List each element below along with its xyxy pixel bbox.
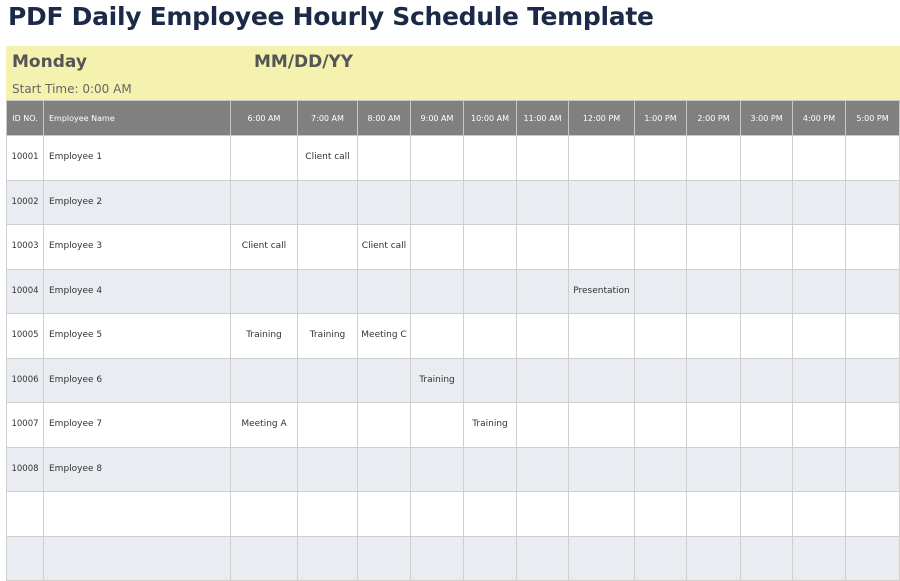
schedule-cell[interactable] (464, 180, 517, 225)
schedule-cell[interactable] (741, 136, 793, 181)
schedule-cell[interactable] (464, 225, 517, 270)
schedule-cell[interactable] (411, 225, 464, 270)
schedule-cell[interactable] (231, 358, 298, 403)
table-row (7, 403, 900, 448)
schedule-cell[interactable]: Meeting C (358, 314, 411, 359)
table-row (7, 492, 900, 537)
employee-name-cell[interactable]: Employee 1 (44, 136, 231, 181)
schedule-cell[interactable] (687, 225, 741, 270)
schedule-cell[interactable] (846, 180, 900, 225)
schedule-cell[interactable] (846, 269, 900, 314)
table-row (7, 136, 900, 181)
table-row (7, 225, 900, 270)
schedule-cell[interactable] (635, 180, 687, 225)
schedule-cell[interactable] (411, 136, 464, 181)
schedule-cell[interactable] (517, 225, 569, 270)
start-time-label: Start Time: 0:00 AM (12, 82, 132, 96)
schedule-cell[interactable] (687, 314, 741, 359)
schedule-cell[interactable] (358, 180, 411, 225)
schedule-cell[interactable] (687, 269, 741, 314)
schedule-cell[interactable] (846, 136, 900, 181)
schedule-cell[interactable] (231, 492, 298, 537)
employee-id-cell[interactable]: 10008 (7, 447, 44, 492)
schedule-cell[interactable] (687, 447, 741, 492)
schedule-cell[interactable] (298, 225, 358, 270)
schedule-cell[interactable]: Training (298, 314, 358, 359)
schedule-cell[interactable] (793, 269, 846, 314)
schedule-cell[interactable] (569, 136, 635, 181)
schedule-cell[interactable] (411, 403, 464, 448)
employee-name-cell[interactable]: Employee 8 (44, 447, 231, 492)
schedule-cell[interactable] (635, 225, 687, 270)
schedule-cell[interactable] (517, 447, 569, 492)
schedule-cell[interactable] (687, 136, 741, 181)
employee-name-cell[interactable]: Employee 4 (44, 269, 231, 314)
schedule-cell[interactable] (846, 492, 900, 537)
schedule-cell[interactable] (846, 358, 900, 403)
schedule-cell[interactable] (411, 269, 464, 314)
schedule-header-band (6, 46, 900, 100)
table-row (7, 180, 900, 225)
schedule-cell[interactable] (569, 447, 635, 492)
header-id: ID NO. (7, 101, 44, 136)
schedule-cell[interactable] (298, 269, 358, 314)
schedule-cell[interactable] (635, 536, 687, 581)
schedule-cell[interactable] (846, 447, 900, 492)
schedule-cell[interactable] (687, 492, 741, 537)
schedule-cell[interactable] (635, 269, 687, 314)
employee-id-cell[interactable]: 10007 (7, 403, 44, 448)
employee-id-cell[interactable] (7, 492, 44, 537)
schedule-cell[interactable] (793, 314, 846, 359)
schedule-cell[interactable] (793, 358, 846, 403)
schedule-cell[interactable] (517, 536, 569, 581)
schedule-cell[interactable] (358, 269, 411, 314)
schedule-cell[interactable] (517, 136, 569, 181)
schedule-cell[interactable] (517, 180, 569, 225)
schedule-cell[interactable] (569, 403, 635, 448)
employee-id-cell[interactable]: 10001 (7, 136, 44, 181)
schedule-cell[interactable] (298, 492, 358, 537)
schedule-cell[interactable] (231, 447, 298, 492)
header-time: 8:00 AM (358, 101, 411, 136)
employee-id-cell[interactable]: 10002 (7, 180, 44, 225)
schedule-cell[interactable] (517, 269, 569, 314)
schedule-cell[interactable] (569, 314, 635, 359)
schedule-cell[interactable] (298, 358, 358, 403)
schedule-cell[interactable] (793, 136, 846, 181)
header-time: 1:00 PM (635, 101, 687, 136)
schedule-cell[interactable] (569, 536, 635, 581)
schedule-cell[interactable] (741, 492, 793, 537)
schedule-cell[interactable] (464, 447, 517, 492)
schedule-cell[interactable] (793, 492, 846, 537)
schedule-cell[interactable] (687, 536, 741, 581)
schedule-cell[interactable] (411, 492, 464, 537)
employee-id-cell[interactable]: 10003 (7, 225, 44, 270)
schedule-cell[interactable] (358, 536, 411, 581)
schedule-cell[interactable] (411, 180, 464, 225)
schedule-cell[interactable] (569, 180, 635, 225)
schedule-cell[interactable] (231, 536, 298, 581)
schedule-cell[interactable] (793, 536, 846, 581)
schedule-cell[interactable] (569, 492, 635, 537)
schedule-cell[interactable] (464, 492, 517, 537)
schedule-cell[interactable] (635, 314, 687, 359)
schedule-cell[interactable] (298, 403, 358, 448)
employee-id-cell[interactable] (7, 536, 44, 581)
employee-name-cell[interactable]: Employee 3 (44, 225, 231, 270)
schedule-cell[interactable]: Training (464, 403, 517, 448)
schedule-cell[interactable] (464, 314, 517, 359)
schedule-cell[interactable] (635, 447, 687, 492)
header-time: 9:00 AM (411, 101, 464, 136)
schedule-cell[interactable] (741, 536, 793, 581)
table-row (7, 269, 900, 314)
employee-name-cell[interactable]: Employee 6 (44, 358, 231, 403)
schedule-cell[interactable] (358, 403, 411, 448)
schedule-cell[interactable] (231, 136, 298, 181)
employee-id-cell[interactable]: 10005 (7, 314, 44, 359)
date-label: MM/DD/YY (254, 52, 354, 72)
day-label: Monday (12, 52, 87, 72)
schedule-cell[interactable] (635, 136, 687, 181)
schedule-cell[interactable] (464, 536, 517, 581)
schedule-cell[interactable] (231, 269, 298, 314)
schedule-cell[interactable] (358, 136, 411, 181)
schedule-cell[interactable]: Training (411, 358, 464, 403)
schedule-cell[interactable] (231, 180, 298, 225)
employee-id-cell[interactable]: 10004 (7, 269, 44, 314)
schedule-table (6, 100, 900, 581)
employee-id-cell[interactable]: 10006 (7, 358, 44, 403)
schedule-cell[interactable] (793, 403, 846, 448)
schedule-cell[interactable] (687, 403, 741, 448)
header-time: 2:00 PM (687, 101, 741, 136)
schedule-cell[interactable] (464, 358, 517, 403)
header-time: 12:00 PM (569, 101, 635, 136)
schedule-cell[interactable] (687, 180, 741, 225)
schedule-cell[interactable] (569, 358, 635, 403)
header-time: 6:00 AM (231, 101, 298, 136)
employee-name-cell[interactable]: Employee 7 (44, 403, 231, 448)
table-row (7, 358, 900, 403)
employee-name-cell[interactable]: Employee 5 (44, 314, 231, 359)
schedule-cell[interactable] (464, 136, 517, 181)
schedule-cell[interactable] (298, 447, 358, 492)
schedule-cell[interactable] (517, 492, 569, 537)
schedule-cell[interactable] (846, 314, 900, 359)
schedule-cell[interactable] (741, 225, 793, 270)
schedule-cell[interactable] (846, 536, 900, 581)
table-row (7, 447, 900, 492)
header-time: 7:00 AM (298, 101, 358, 136)
schedule-cell[interactable] (411, 314, 464, 359)
schedule-cell[interactable]: Client call (231, 225, 298, 270)
schedule-cell[interactable] (741, 447, 793, 492)
page-title: PDF Daily Employee Hourly Schedule Template (8, 2, 654, 31)
schedule-cell[interactable]: Presentation (569, 269, 635, 314)
schedule-cell[interactable] (411, 536, 464, 581)
schedule-cell[interactable] (741, 269, 793, 314)
schedule-cell[interactable] (793, 180, 846, 225)
header-employee-name: Employee Name (44, 101, 231, 136)
schedule-cell[interactable] (517, 314, 569, 359)
schedule-cell[interactable]: Client call (358, 225, 411, 270)
schedule-cell[interactable] (298, 536, 358, 581)
schedule-cell[interactable] (793, 225, 846, 270)
header-time: 5:00 PM (846, 101, 900, 136)
schedule-cell[interactable] (846, 403, 900, 448)
schedule-cell[interactable] (298, 180, 358, 225)
schedule-cell[interactable] (358, 358, 411, 403)
header-time: 10:00 AM (464, 101, 517, 136)
employee-name-cell[interactable] (44, 536, 231, 581)
schedule-cell[interactable] (741, 314, 793, 359)
schedule-cell[interactable] (741, 403, 793, 448)
schedule-cell[interactable] (846, 225, 900, 270)
schedule-cell[interactable] (517, 358, 569, 403)
header-time: 11:00 AM (517, 101, 569, 136)
schedule-cell[interactable]: Training (231, 314, 298, 359)
schedule-cell[interactable]: Client call (298, 136, 358, 181)
employee-name-cell[interactable]: Employee 2 (44, 180, 231, 225)
employee-name-cell[interactable] (44, 492, 231, 537)
schedule-cell[interactable] (741, 358, 793, 403)
schedule-cell[interactable] (411, 447, 464, 492)
schedule-cell[interactable] (793, 447, 846, 492)
schedule-cell[interactable] (569, 225, 635, 270)
table-row (7, 536, 900, 581)
schedule-cell[interactable] (635, 358, 687, 403)
table-row (7, 314, 900, 359)
schedule-cell[interactable] (741, 180, 793, 225)
schedule-cell[interactable] (635, 492, 687, 537)
schedule-cell[interactable]: Meeting A (231, 403, 298, 448)
schedule-cell[interactable] (358, 447, 411, 492)
header-time: 3:00 PM (741, 101, 793, 136)
schedule-cell[interactable] (635, 403, 687, 448)
schedule-cell[interactable] (358, 492, 411, 537)
schedule-cell[interactable] (687, 358, 741, 403)
schedule-cell[interactable] (464, 269, 517, 314)
header-time: 4:00 PM (793, 101, 846, 136)
schedule-cell[interactable] (517, 403, 569, 448)
